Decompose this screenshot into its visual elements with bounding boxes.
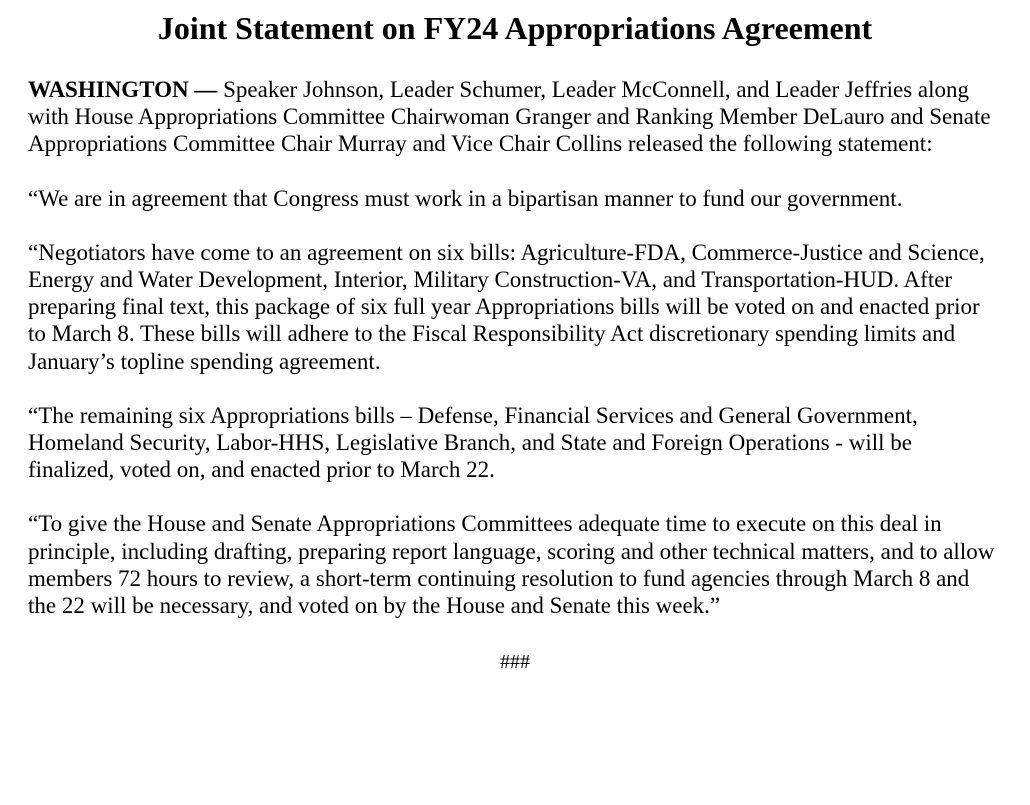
statement-paragraph-2: “Negotiators have come to an agreement on six bills: Agriculture-FDA, Commerce-Justice and Science, Energy and Water Development, Interior, Military Construction-VA, and Transportation-HUD. After preparing final text, this package of six full year Appropriations bills will be voted on and enacted prior to March 8. These bills will adhere to the Fiscal Responsibility Act discretionary spending limits and January’s topline spending agreement. <box>28 239 985 374</box>
dateline: WASHINGTON — <box>28 77 218 102</box>
end-mark: ### <box>500 651 530 674</box>
intro-paragraph <box>28 76 1002 158</box>
statement-paragraph-1: “We are in agreement that Congress must work in a bipartisan manner to fund our government. <box>28 185 903 211</box>
intro-text: Speaker Johnson, Leader Schumer, Leader McConnell, and Leader Jeffries along with House Appropriations Committee Chairwoman Granger and Ranking Member DeLauro and Senate Appropriations Committee Chair Murray and Vice Chair Collins released the following statement: <box>28 77 991 157</box>
statement-paragraph-4: “To give the House and Senate Appropriations Committees adequate time to execute on this deal in principle, including drafting, preparing report language, scoring and other technical matters, and to allow members 72 hours to review, a short-term continuing resolution to fund agencies through March 8 and the 22 will be necessary, and voted on by the House and Senate this week.” <box>28 511 995 619</box>
statement-paragraph-3: “The remaining six Appropriations bills – Defense, Financial Services and General Government, Homeland Security, Labor-HHS, Legislative Branch, and State and Foreign Operations - will be finalized, voted on, and enacted prior to March 22. <box>28 402 918 483</box>
page-title: Joint Statement on FY24 Appropriations Agreement <box>157 10 873 46</box>
